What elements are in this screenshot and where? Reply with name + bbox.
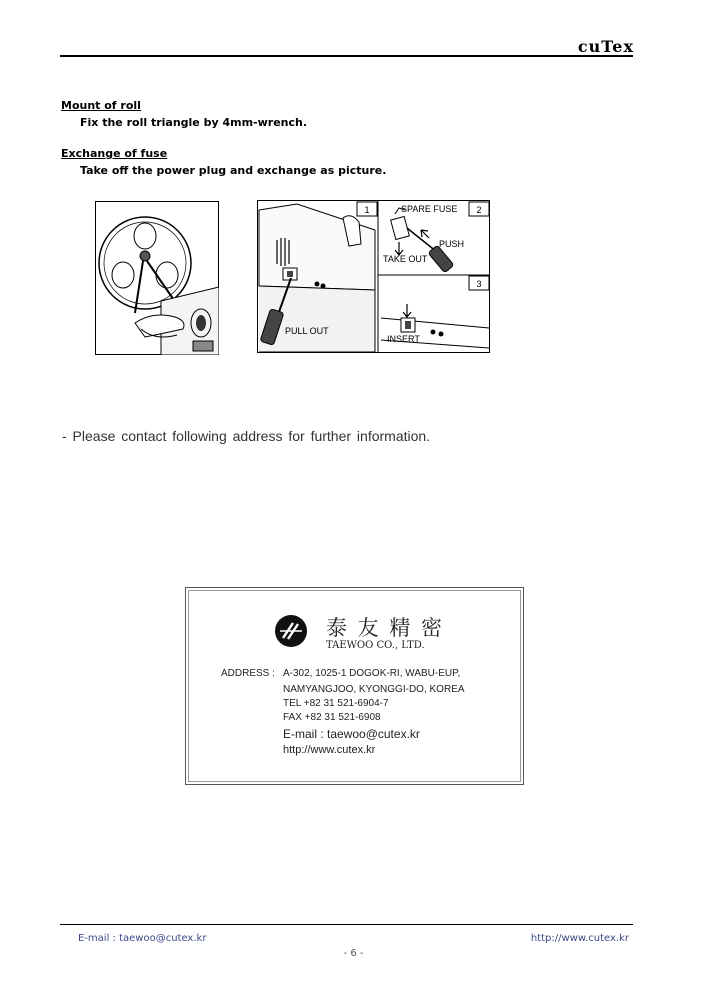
label-spare-fuse: SPARE FUSE	[401, 204, 458, 214]
label-insert: INSERT	[387, 334, 420, 344]
section-heading-exchange-fuse: Exchange of fuse	[61, 147, 168, 160]
panel-number-2: 2	[476, 205, 482, 215]
company-name-en: TAEWOO CO., LTD.	[326, 640, 425, 651]
tel-line: TEL +82 31 521-6904-7	[283, 698, 389, 709]
panel-number-3: 3	[476, 279, 482, 289]
roll-mount-illustration	[95, 201, 219, 355]
address-line-2: NAMYANGJOO, KYONGGI-DO, KOREA	[283, 684, 465, 695]
section-text-mount-roll: Fix the roll triangle by 4mm-wrench.	[80, 116, 308, 129]
website-line[interactable]: http://www.cutex.kr	[283, 744, 376, 756]
address-line-1: A-302, 1025-1 DOGOK-RI, WABU-EUP,	[283, 668, 461, 679]
panel-number-1: 1	[364, 205, 370, 215]
section-heading-mount-roll: Mount of roll	[61, 99, 141, 112]
page-number: - 6 -	[343, 948, 364, 959]
address-label: ADDRESS :	[221, 668, 275, 679]
footer-rule	[60, 924, 633, 925]
business-card	[185, 587, 524, 785]
header-rule	[60, 55, 633, 57]
fuse-exchange-illustration	[257, 200, 490, 353]
footer-website[interactable]: http://www.cutex.kr	[530, 933, 629, 944]
email-line[interactable]: E-mail : taewoo@cutex.kr	[283, 727, 420, 741]
section-text-exchange-fuse: Take off the power plug and exchange as picture.	[80, 164, 387, 177]
footer-email[interactable]: E-mail : taewoo@cutex.kr	[78, 933, 207, 944]
company-name-cjk: 泰 友 精 密	[326, 616, 445, 640]
taewoo-logo-icon	[274, 614, 308, 648]
label-push: PUSH	[439, 239, 465, 249]
label-pull-out: PULL OUT	[285, 326, 329, 336]
label-take-out: TAKE OUT	[383, 254, 428, 264]
contact-note: - Please contact following address for further information.	[62, 428, 431, 444]
fax-line: FAX +82 31 521-6908	[283, 712, 381, 723]
brand-logo: cuTex	[577, 37, 634, 56]
